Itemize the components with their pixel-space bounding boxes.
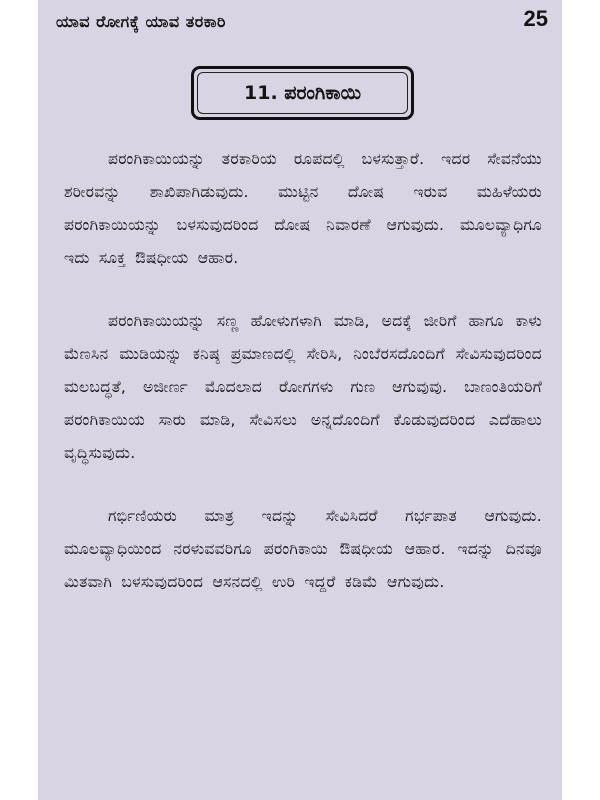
page-header [56, 4, 548, 38]
book-page [38, 0, 562, 800]
page-number: 25 [523, 6, 548, 31]
chapter-title-box [191, 66, 414, 120]
chapter-title: 11. ಪರಂಗಿಕಾಯಿ [197, 72, 408, 114]
paragraph-2: ಪರಂಗಿಕಾಯಿಯನ್ನು ಸಣ್ಣ ಹೋಳುಗಳಾಗಿ ಮಾಡಿ, ಅದಕ್ಕೆ ಜೀರಿಗೆ ಹಾಗೂ ಕಾಳು ಮೆಣಸಿನ ಮುಡಿಯನ್ನು ಕನಿಷ್ಠ ಪ್ರಮಾಣದಲ್ಲಿ ಸೇರಿಸಿ, ನಿಂಬೆರಸದೊಂದಿಗೆ ಸೇವಿಸುವುದರಿಂದ ಮಲಬದ್ಧತೆ, ಅಜೀರ್ಣ ಮೊದಲಾದ ರೋಗಗಳು ಗುಣ ಆಗುವುವು. ಬಾಣಂತಿಯರಿಗೆ ಪರಂಗಿಕಾಯಿಯ ಸಾರು ಮಾಡಿ, ಸೇವಿಸಲು ಅನ್ನದೊಂದಿಗೆ ಕೊಡುವುದರಿಂದ ಎದೆಹಾಲು ವೃದ್ಧಿಸುವುದು. [64, 312, 542, 462]
body-text [64, 143, 542, 599]
paragraph-1: ಪರಂಗಿಕಾಯಿಯನ್ನು ತರಕಾರಿಯ ರೂಪದಲ್ಲಿ ಬಳಸುತ್ತಾರೆ. ಇದರ ಸೇವನೆಯು ಶರೀರವನ್ನು ಶಾಖಿಪಾಗಿಡುವುದು. ಮುಟ್ಟಿನ ದೋಷ ಇರುವ ಮಹಿಳೆಯರು ಪರಂಗಿಕಾಯಿಯನ್ನು ಬಳಸುವುದರಿಂದ ದೋಷ ನಿವಾರಣೆ ಆಗುವುದು. ಮೂಲವ್ಯಾಧಿಗೂ ಇದು ಸೂಕ್ತ ಔಷಧೀಯ ಆಹಾರ. [64, 150, 542, 267]
running-head: ಯಾವ ರೋಗಕ್ಕೆ ಯಾವ ತರಕಾರಿ [56, 12, 226, 31]
paragraph-3: ಗರ್ಭಿಣಿಯರು ಮಾತ್ರ ಇದನ್ನು ಸೇವಿಸಿದರೆ ಗರ್ಭಪಾತ ಆಗುವುದು. ಮೂಲವ್ಯಾಧಿಯಿಂದ ನರಳುವವರಿಗೂ ಪರಂಗಿಕಾಯಿ ಔಷಧೀಯ ಆಹಾರ. ಇದನ್ನು ದಿನವೂ ಮಿತವಾಗಿ ಬಳಸುವುದರಿಂದ ಆಸನದಲ್ಲಿ ಉರಿ ಇದ್ದರೆ ಕಡಿಮೆ ಆಗುವುದು. [64, 507, 542, 591]
